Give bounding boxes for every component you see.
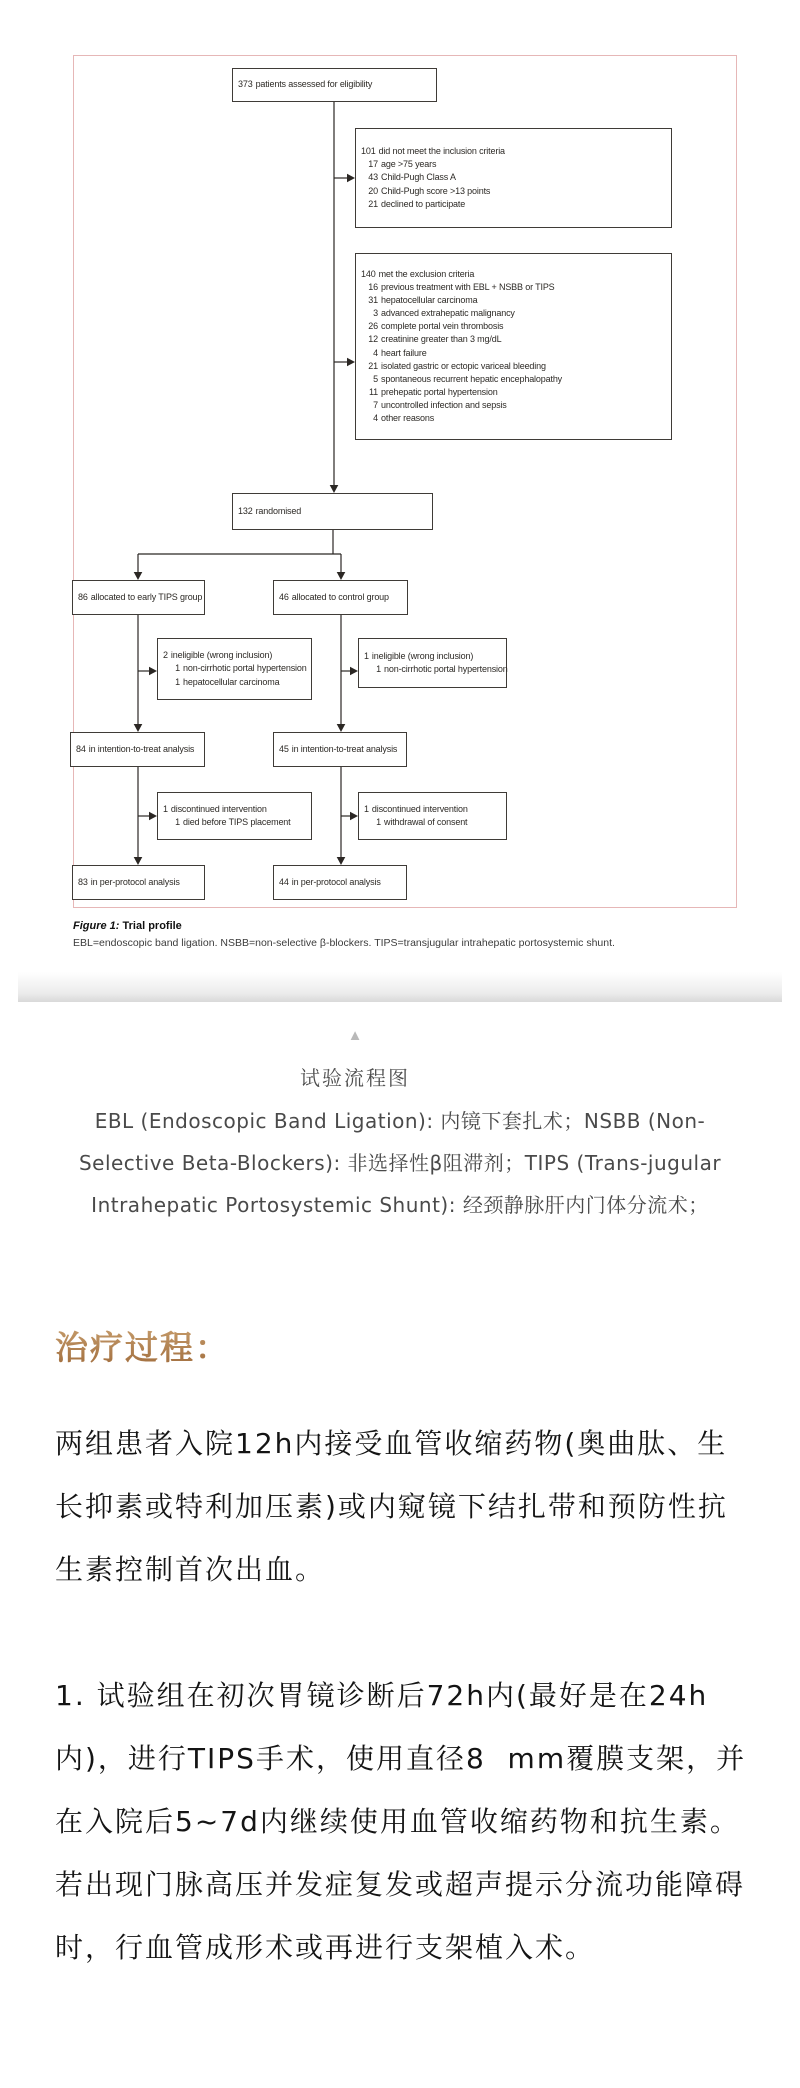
flow-box-line bbox=[163, 649, 306, 662]
flow-label: patients assessed for eligibility bbox=[255, 79, 373, 90]
flow-box-line bbox=[364, 663, 508, 676]
flow-count: 5 bbox=[373, 373, 378, 384]
flow-label: previous treatment with EBL + NSBB or TIPS bbox=[381, 282, 555, 293]
figure-caption-abbreviations: EBL=endoscopic band ligation. NSBB=non-selective β-blockers. TIPS=transjugular intrahepatic portosystemic shunt. bbox=[73, 937, 615, 949]
flow-box-line bbox=[238, 78, 431, 91]
figure-note-cn: EBL (Endoscopic Band Ligation): 内镜下套扎术；NSBB (Non-Selective Beta-Blockers): 非选择性β阻滞剂；TIPS (Trans-jugular Intrahepatic Portosystemic Shunt): 经颈静脉肝内门体分流术； bbox=[78, 1109, 722, 1217]
flow-label: complete portal vein thrombosis bbox=[381, 321, 504, 332]
flow-box-line bbox=[361, 412, 666, 425]
flow-count: 44 bbox=[279, 876, 289, 887]
flow-box-line bbox=[361, 320, 666, 333]
figure-label-cn: 试验流程图 bbox=[300, 1066, 410, 1090]
flow-label: Child-Pugh score >13 points bbox=[381, 185, 491, 196]
flow-count: 16 bbox=[368, 282, 378, 293]
flow-count: 31 bbox=[368, 295, 378, 306]
flow-label: creatinine greater than 3 mg/dL bbox=[381, 334, 502, 345]
flow-label: spontaneous recurrent hepatic encephalopathy bbox=[381, 373, 563, 384]
flow-box-pp-tips bbox=[72, 865, 205, 900]
flow-label: prehepatic portal hypertension bbox=[381, 386, 498, 397]
flow-count: 4 bbox=[373, 412, 378, 423]
flow-box-line bbox=[361, 145, 666, 158]
flow-box-line bbox=[361, 171, 666, 184]
flow-box-line bbox=[279, 743, 401, 756]
flow-count: 46 bbox=[279, 591, 289, 602]
flow-label: hepatocellular carcinoma bbox=[381, 295, 478, 306]
flow-box-assessed bbox=[232, 68, 437, 102]
flow-label: in intention-to-treat analysis bbox=[88, 743, 195, 754]
flow-label: non-cirrhotic portal hypertension bbox=[183, 663, 307, 674]
flow-count: 83 bbox=[78, 876, 88, 887]
flow-box-line bbox=[361, 307, 666, 320]
flow-label: non-cirrhotic portal hypertension bbox=[384, 664, 508, 674]
flow-count: 4 bbox=[373, 347, 378, 358]
flow-label: in per-protocol analysis bbox=[291, 876, 381, 887]
flow-box-ineligible-tips bbox=[157, 638, 312, 700]
flow-count: 1 bbox=[175, 817, 180, 827]
flow-count: 7 bbox=[373, 399, 378, 410]
flow-label: discontinued intervention bbox=[170, 803, 267, 814]
flow-box-line bbox=[78, 876, 199, 889]
flow-count: 140 bbox=[361, 269, 376, 280]
flow-box-line bbox=[163, 816, 306, 829]
flow-count: 84 bbox=[76, 743, 86, 754]
flow-count: 26 bbox=[368, 321, 378, 332]
flow-box-line bbox=[163, 676, 306, 689]
flow-count: 132 bbox=[238, 505, 253, 516]
flow-box-line bbox=[361, 333, 666, 346]
flow-count: 11 bbox=[368, 386, 378, 397]
flow-label: hepatocellular carcinoma bbox=[183, 676, 280, 687]
flow-label: ineligible (wrong inclusion) bbox=[170, 650, 273, 661]
flow-box-line bbox=[361, 347, 666, 360]
flow-label: randomised bbox=[255, 505, 302, 516]
flow-box-line bbox=[78, 591, 203, 604]
flow-box-line bbox=[361, 185, 666, 198]
flow-box-line bbox=[361, 198, 666, 211]
flow-box-line bbox=[361, 158, 666, 171]
flow-box-met-exclusion bbox=[355, 253, 672, 440]
flow-count: 43 bbox=[368, 172, 378, 183]
flow-count: 45 bbox=[279, 743, 289, 754]
trial-profile-figure bbox=[0, 0, 800, 1002]
flow-box-pp-control bbox=[273, 865, 407, 900]
flow-box-line bbox=[361, 360, 666, 373]
flow-label: allocated to early TIPS group bbox=[90, 591, 203, 602]
flow-label: advanced extrahepatic malignancy bbox=[381, 308, 515, 319]
flow-box-line bbox=[163, 803, 306, 816]
flow-count: 3 bbox=[373, 308, 378, 319]
flow-label: age >75 years bbox=[381, 159, 437, 170]
flow-count: 12 bbox=[368, 334, 378, 345]
flow-count: 1 bbox=[376, 817, 381, 827]
flow-label: did not meet the inclusion criteria bbox=[378, 146, 505, 157]
flow-label: met the exclusion criteria bbox=[378, 269, 475, 280]
flow-count: 21 bbox=[368, 198, 378, 209]
flow-box-line bbox=[279, 876, 401, 889]
flow-label: withdrawal of consent bbox=[384, 817, 468, 827]
flow-box-line bbox=[361, 373, 666, 386]
flow-label: isolated gastric or ectopic variceal bleeding bbox=[381, 360, 546, 371]
flow-count: 1 bbox=[364, 803, 369, 814]
flow-box-alloc-tips bbox=[72, 580, 205, 615]
flow-label: ineligible (wrong inclusion) bbox=[371, 650, 474, 661]
collapse-triangle-icon: ▲ bbox=[347, 1027, 363, 1044]
flow-count: 101 bbox=[361, 146, 376, 157]
flow-count: 1 bbox=[376, 664, 381, 674]
flowchart-boxes bbox=[0, 0, 800, 1002]
flow-box-line bbox=[364, 816, 501, 829]
paragraph-intro: 两组患者入院12h内接受血管收缩药物(奥曲肽、生长抑素或特利加压素)或内窥镜下结扎带和预防性抗生素控制首次出血。 bbox=[55, 1427, 728, 1586]
flow-label: discontinued intervention bbox=[371, 803, 468, 814]
flow-box-ineligible-control bbox=[358, 638, 507, 688]
flow-box-line bbox=[364, 650, 501, 663]
flow-box-not-met-inclusion bbox=[355, 128, 672, 228]
figure-caption bbox=[73, 920, 737, 951]
flow-count: 1 bbox=[175, 676, 180, 687]
flow-count: 86 bbox=[78, 591, 88, 602]
flow-count: 373 bbox=[238, 79, 253, 90]
flow-box-line bbox=[163, 662, 306, 675]
flow-label: in per-protocol analysis bbox=[90, 876, 180, 887]
flow-count: 21 bbox=[368, 360, 378, 371]
flow-label: Child-Pugh Class A bbox=[381, 172, 456, 183]
section-heading: 治疗过程： bbox=[55, 1322, 230, 1369]
flow-label: allocated to control group bbox=[291, 591, 389, 602]
flow-box-alloc-control bbox=[273, 580, 408, 615]
flow-box-line bbox=[361, 399, 666, 412]
image-bottom-fade bbox=[18, 972, 782, 1002]
flow-box-itt-tips bbox=[70, 732, 205, 767]
flow-label: other reasons bbox=[381, 412, 435, 423]
flow-box-randomised bbox=[232, 493, 433, 530]
flow-box-line bbox=[361, 268, 666, 281]
flow-label: heart failure bbox=[381, 347, 427, 358]
flow-count: 2 bbox=[163, 650, 168, 661]
flow-box-line bbox=[361, 281, 666, 294]
flow-count: 17 bbox=[368, 159, 378, 170]
flow-box-line bbox=[361, 386, 666, 399]
flow-box-line bbox=[76, 743, 199, 756]
figure-caption-label: Figure 1: bbox=[73, 920, 120, 932]
flow-box-itt-control bbox=[273, 732, 407, 767]
flow-label: declined to participate bbox=[381, 198, 466, 209]
flow-box-line bbox=[361, 294, 666, 307]
flow-count: 1 bbox=[163, 803, 168, 814]
flow-label: in intention-to-treat analysis bbox=[291, 743, 398, 754]
figure-caption-title bbox=[73, 920, 737, 932]
flow-box-disc-control bbox=[358, 792, 507, 840]
flow-count: 20 bbox=[368, 185, 378, 196]
flow-box-line bbox=[238, 505, 427, 518]
flow-label: uncontrolled infection and sepsis bbox=[381, 399, 507, 410]
figure-caption-name: Trial profile bbox=[119, 920, 182, 932]
flow-box-disc-tips bbox=[157, 792, 312, 840]
paragraph-tips-group: 1. 试验组在初次胃镜诊断后72h内(最好是在24h内)，进行TIPS手术，使用直径8 mm覆膜支架，并在入院后5~7d内继续使用血管收缩药物和抗生素。若出现门脉高压并发症复发或超声提示分流功能障碍时，行血管成形术或再进行支架植入术。 bbox=[55, 1679, 747, 1964]
flow-label: died before TIPS placement bbox=[183, 817, 291, 827]
flow-box-line bbox=[279, 591, 402, 604]
flow-box-line bbox=[364, 803, 501, 816]
flow-count: 1 bbox=[364, 650, 369, 661]
flow-count: 1 bbox=[175, 663, 180, 674]
